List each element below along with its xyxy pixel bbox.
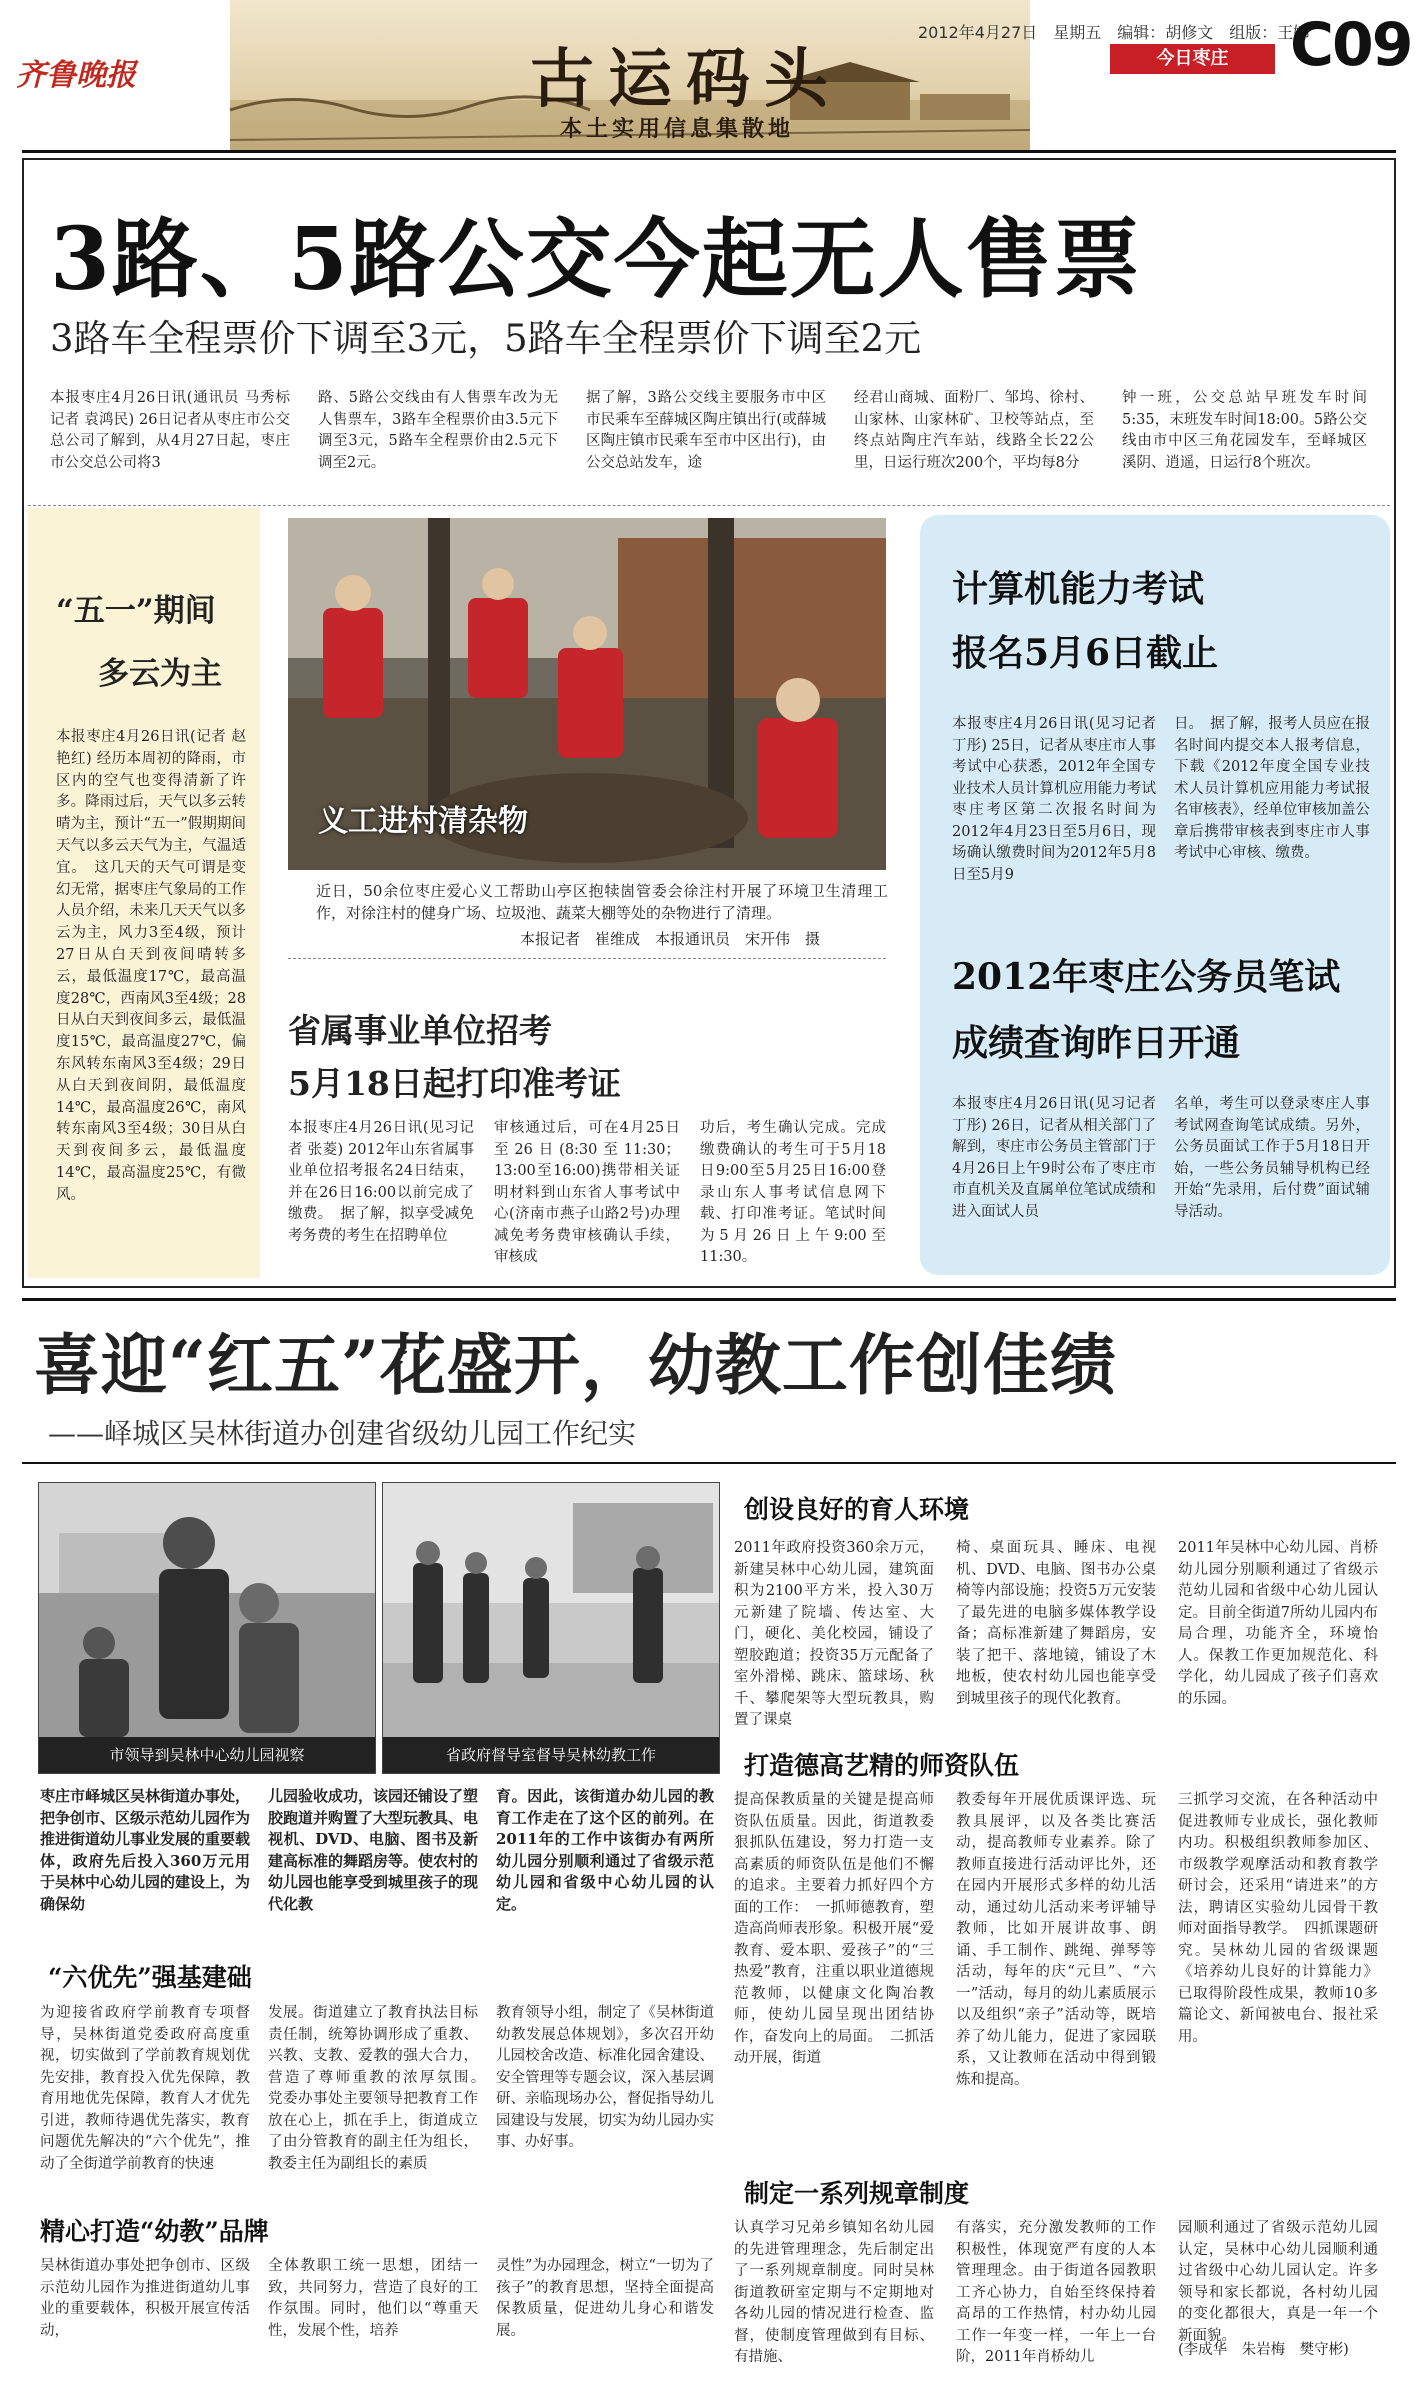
feature-subheadline: ——峄城区吴林街道办创建省级幼儿园工作纪实 bbox=[48, 1417, 637, 1450]
weather-body: 本报枣庄4月26日讯(记者 赵艳红) 经历本周初的降雨，市区内的空气也变得清新了许多。降雨过后，天气以多云转晴为主，预计“五一”假期期间天气以多云天气为主，气温适宜。 这几天的天气可谓是变幻无常，据枣庄气象局的工作人员介绍，未来几天天气以多云为主，风力3至4级，预计27日从白天到夜间晴转多云，最低温度17℃，最高温度28℃，西南风3至4级；28日从白天到夜间多云，最低温度15℃，最高温度27℃，偏东风转东南风3至4级；29日从白天到夜间阴，最低温度14℃，最高温度26℃，南风转东南风3至4级；30日从白天到夜间多云，最低温度14℃，最高温度25℃，有微风。 bbox=[56, 729, 246, 1203]
jingxin-column-1: 吴林街道办事处把争创市、区级示范幼儿园作为推进街道幼儿事业的重要载体，积极开展宣传活动， bbox=[40, 2258, 250, 2339]
weather-title-line2: 多云为主 bbox=[98, 656, 222, 692]
weather-title-line1: “五一”期间 bbox=[56, 593, 216, 629]
lead-column-1: 本报枣庄4月26日讯(通讯员 马秀标 记者 袁鸿民) 26日记者从枣庄市公交总公司了解到，从4月27日起，枣庄市公交总公司将3 bbox=[50, 390, 290, 471]
zhiding-column-2: 有落实，充分激发教师的工作积极性，体现宽严有度的人本管理理念。由于街道各园教职工齐心协力，自始至终保持着高昂的工作热情，村办幼儿园工作一年变一样，一年上一台阶，2011年肖桥幼儿 bbox=[956, 2220, 1156, 2365]
recruit-title-line1: 省属事业单位招考 bbox=[288, 1011, 552, 1050]
liuyou-column-2: 发展。街道建立了教育执法目标责任制，统筹协调形成了重教、兴教、支教、爱教的强大合力，营造了尊师重教的浓厚氛围。 党委办事处主要领导把教育工作放在心上，抓在手上，街道成立了由分管教育的副主任为组长，教委主任为副组长的素质 bbox=[268, 2005, 493, 2172]
feature-photo-a-image bbox=[39, 1483, 375, 1737]
feature-photo-b bbox=[382, 1482, 720, 1774]
civil-title-line2: 成绩查询昨日开通 bbox=[952, 1022, 1241, 1064]
liuyou-column-1: 为迎接省政府学前教育专项督导，吴林街道党委政府高度重视，切实做到了学前教育规划优先安排，教育投入优先保障，教育用地优先保障，教育人才优先引进，教师待遇优先落实，教育问题优先解决的“六个优先”，推动了全街道学前教育的快速 bbox=[40, 2005, 250, 2172]
dazao-column-1: 提高保教质量的关键是提高师资队伍质量。因此，街道教委狠抓队伍建设，努力打造一支高素质的师资队伍是他们不懈的追求。主要着力抓好四个方面的工作： 一抓师德教育，塑造高尚师表形象。积极开展“爱教育、爱本职、爱孩子”的“三热爱”教育，注重以职业道德规范教师，以健康文化陶冶教师，使幼儿园呈现出团结协作，奋发向上的局面。 二抓活动开展，街道 bbox=[734, 1792, 934, 2066]
exam-column-2: 日。 据了解，报考人员应在报名时间内提交本人报考信息，下载《2012年度全国专业技术人员计算机应用能力考试报名审核表》，经单位审核加盖公章后携带审核表到枣庄市人事考试中心审核、缴费。 bbox=[1174, 716, 1370, 861]
photo-caption: 近日，50余位枣庄爱心义工帮助山亭区抱犊崮管委会徐注村开展了环境卫生清理工作，对徐注村的健身广场、垃圾池、蔬菜大棚等处的杂物进行了清理。 bbox=[316, 882, 888, 922]
lead-subheadline: 3路车全程票价下调至3元，5路车全程票价下调至2元 bbox=[50, 317, 922, 360]
dateline: 2012年4月27日 星期五 编辑：胡修文 组版：王娜 bbox=[918, 23, 1310, 42]
lead-headline: 3路、5路公交今起无人售票 bbox=[50, 209, 1142, 310]
feature-intro-column-3: 育。因此，该街道办幼儿园的教育工作走在了这个区的前列。在2011年的工作中该街办有两所幼儿园分别顺利通过了省级示范幼儿园和省级中心幼儿园的认定。 bbox=[496, 1787, 714, 1913]
recruit-column-2: 审核通过后，可在4月25日至26日(8:30至11:30；13:00至16:00)携带相关证明材料到山东省人事考试中心(济南市燕子山路2号)办理减免考务费审核确认手续，审核成 bbox=[494, 1120, 680, 1265]
recruit-column-1: 本报枣庄4月26日讯(见习记者 张菱) 2012年山东省属事业单位招考报名24日结束，并在26日16:00以前完成了缴费。 据了解，拟享受减免考务费的考生在招聘单位 bbox=[288, 1120, 474, 1244]
feature-intro-column-2: 儿园验收成功，该园还铺设了塑胶跑道并购置了大型玩教具、电视机、DVD、电脑、图书及新建高标准的舞蹈房等。使农村的幼儿园也能享受到城里孩子的现代化教 bbox=[268, 1787, 479, 1913]
feature-top-rule bbox=[22, 1298, 1396, 1301]
banner-illustration bbox=[230, 0, 1030, 152]
feature-sub-rule bbox=[22, 1462, 1396, 1464]
section-heading-chuangshe: 创设良好的育人环境 bbox=[744, 1495, 970, 1524]
jingxin-column-2: 全体教职工统一思想，团结一致，共同努力，营造了良好的工作氛围。同时，他们以“尊重天性，发展个性，培养 bbox=[268, 2258, 478, 2339]
feature-intro-column-1: 枣庄市峄城区吴林街道办事处，把争创市、区级示范幼儿园作为推进街道幼儿事业发展的重要载体，政府先后投入360万元用于吴林中心幼儿园的建设上，为确保幼 bbox=[40, 1787, 251, 1913]
exam-title-line1: 计算机能力考试 bbox=[952, 568, 1205, 610]
feature-headline: 喜迎“红五”花盛开，幼教工作创佳绩 bbox=[34, 1326, 1117, 1404]
dazao-column-3: 三抓学习交流，在各种活动中促进教师专业成长，强化教师内功。积极组织教师参加区、市级教学观摩活动和教育教学研讨会，还采用“请进来”的方法，聘请区实验幼儿园骨干教师对面指导教学。 四抓课题研究。吴林幼儿园的省级课题《培养幼儿良好的计算能力》已取得阶段性成果，教师10多篇论文、新闻被电台、报社采用。 bbox=[1178, 1792, 1378, 2045]
lead-column-3: 据了解，3路公交线主要服务市中区市民乘车至薛城区陶庄镇出行(或薛城区陶庄镇市民乘车至市中区出行)，由公交总站发车，途 bbox=[586, 390, 826, 471]
section-heading-zhiding: 制定一系列规章制度 bbox=[744, 2179, 970, 2208]
column-title: 古运码头 bbox=[530, 42, 842, 117]
volunteers-photo bbox=[288, 518, 886, 870]
recruit-title-line2: 5月18日起打印准考证 bbox=[288, 1064, 621, 1103]
chuangshe-column-1: 2011年政府投资360余万元，新建吴林中心幼儿园，建筑面积为2100平方米，投入30万元新建了院墙、传达室、大门，硬化、美化校园，铺设了塑胶跑道；投资35万元配备了室外滑梯、跳床、篮球场、秋千、攀爬架等大型玩教具，购置了课桌 bbox=[734, 1540, 934, 1728]
exam-title-line2: 报名5月6日截止 bbox=[952, 632, 1219, 674]
lead-column-2: 路、5路公交线由有人售票车改为无人售票车，3路车全程票价由3.5元下调至3元，5路车全程票价由2.5元下调至2元。 bbox=[318, 390, 558, 471]
feature-credit: (李成华 朱岩梅 樊守彬) bbox=[1178, 2342, 1349, 2358]
zhiding-column-3: 园顺利通过了省级示范幼儿园认定，吴林中心幼儿园顺利通过省级中心幼儿园认定。许多领导和家长都说，各村幼儿园的变化都很大，真是一年一个新面貌。 bbox=[1178, 2220, 1378, 2344]
dazao-column-2: 教委每年开展优质课评选、玩教具展评，以及各类比赛活动，提高教师专业素养。除了教师直接进行活动评比外，还在园内开展形式多样的幼儿活动，通过幼儿活动来考评辅导教师，比如开展讲故事、朗诵、手工制作、跳绳、弹琴等活动，每年的庆“元旦”、“六一”活动，每月的幼儿素质展示以及组织“亲子”活动等，既培养了幼儿能力，促进了家园联系，又让教师在活动中得到锻炼和提高。 bbox=[956, 1792, 1156, 2088]
lead-divider bbox=[28, 505, 1390, 506]
column-subtitle: 本土实用信息集散地 bbox=[560, 116, 795, 142]
page-number: C09 bbox=[1290, 10, 1412, 80]
civil-title-line1: 2012年枣庄公务员笔试 bbox=[952, 956, 1341, 998]
chuangshe-column-2: 椅、桌面玩具、睡床、电视机、DVD、电脑、图书办公桌椅等内部设施；投资5万元安装了最先进的电脑多媒体教学设备；高标准新建了舞蹈房，安装了把干、落地镜，铺设了木地板，使农村幼儿园也能享受到城里孩子的现代化教育。 bbox=[956, 1540, 1156, 1707]
recruit-column-3: 功后，考生确认完成。完成缴费确认的考生可于5月18日9:00至5月25日16:00登录山东人事考试信息网下载、打印准考证。笔试时间为5月26日上午9:00至11:30。 bbox=[700, 1120, 886, 1265]
feature-photo-b-image bbox=[383, 1483, 719, 1737]
masthead-rule bbox=[22, 150, 1396, 153]
feature-photo-a bbox=[38, 1482, 376, 1774]
zhiding-column-1: 认真学习兄弟乡镇知名幼儿园的先进管理理念，先后制定出了一系列规章制度。同时吴林街道教研室定期与不定期地对各幼儿园的情况进行检查、监督，使制度管理做到有目标、有措施、 bbox=[734, 2220, 934, 2365]
civil-column-2: 名单，考生可以登录枣庄人事考试网查询笔试成绩。另外，公务员面试工作于5月18日开始，一些公务员辅导机构已经开始“先录用，后付费”面试辅导活动。 bbox=[1174, 1096, 1370, 1220]
section-heading-jingxin: 精心打造“幼教”品牌 bbox=[40, 2217, 269, 2246]
newspaper-logo: 齐鲁晚报 bbox=[16, 58, 136, 93]
photo-credit: 本报记者 崔维成 本报通讯员 宋开伟 摄 bbox=[520, 930, 821, 948]
photo-divider bbox=[288, 958, 886, 959]
chuangshe-column-3: 2011年吴林中心幼儿园、肖桥幼儿园分别顺利通过了省级示范幼儿园和省级中心幼儿园认定。目前全街道7所幼儿园内布局合理，功能齐全，环境怡人。保教工作更加规范化、科学化，幼儿园成了孩子们喜欢的乐园。 bbox=[1178, 1540, 1378, 1707]
photo-overlay-title: 义工进村清杂物 bbox=[318, 804, 528, 839]
section-heading-dazao: 打造德高艺精的师资队伍 bbox=[744, 1751, 1020, 1780]
masthead bbox=[0, 0, 1417, 152]
feature-photo-a-caption: 市领导到吴林中心幼儿园视察 bbox=[39, 1737, 375, 1773]
jingxin-column-3: 灵性”为办园理念，树立“一切为了孩子”的教育思想，坚持全面提高保教质量，促进幼儿身心和谐发展。 bbox=[496, 2258, 714, 2339]
lead-column-4: 经君山商城、面粉厂、邹坞、徐村、山家林、山家林矿、卫校等站点，至终点站陶庄汽车站，线路全长22公里，日运行班次200个，平均每8分 bbox=[854, 390, 1094, 471]
section-tag: 今日枣庄 bbox=[1110, 44, 1275, 74]
lead-column-5: 钟一班，公交总站早班发车时间5:35，末班发车时间18:00。5路公交线由市中区三角花园发车，至峄城区溪阴、逍遥，日运行8个班次。 bbox=[1122, 390, 1367, 471]
liuyou-column-3: 教育领导小组，制定了《吴林街道幼教发展总体规划》，多次召开幼儿园校舍改造、标准化园舍建设、安全管理等专题会议，深入基层调研、亲临现场办公，督促指导幼儿园建设与发展，切实为幼儿园办实事、办好事。 bbox=[496, 2005, 714, 2150]
exam-column-1: 本报枣庄4月26日讯(见习记者 丁彤) 25日，记者从枣庄市人事考试中心获悉，2012年全国专业技术人员计算机应用能力考试枣庄考区第二次报名时间为2012年4月23日至5月6日，现场确认缴费时间为2012年5月8日至5月9 bbox=[952, 716, 1156, 883]
civil-column-1: 本报枣庄4月26日讯(见习记者 丁彤) 26日，记者从相关部门了解到，枣庄市公务员主管部门于4月26日上午9时公布了枣庄市市直机关及直属单位笔试成绩和进入面试人员 bbox=[952, 1096, 1156, 1220]
section-heading-liuyou: “六优先”强基建础 bbox=[48, 1963, 252, 1992]
feature-photo-b-caption: 省政府督导室督导吴林幼教工作 bbox=[383, 1737, 719, 1773]
